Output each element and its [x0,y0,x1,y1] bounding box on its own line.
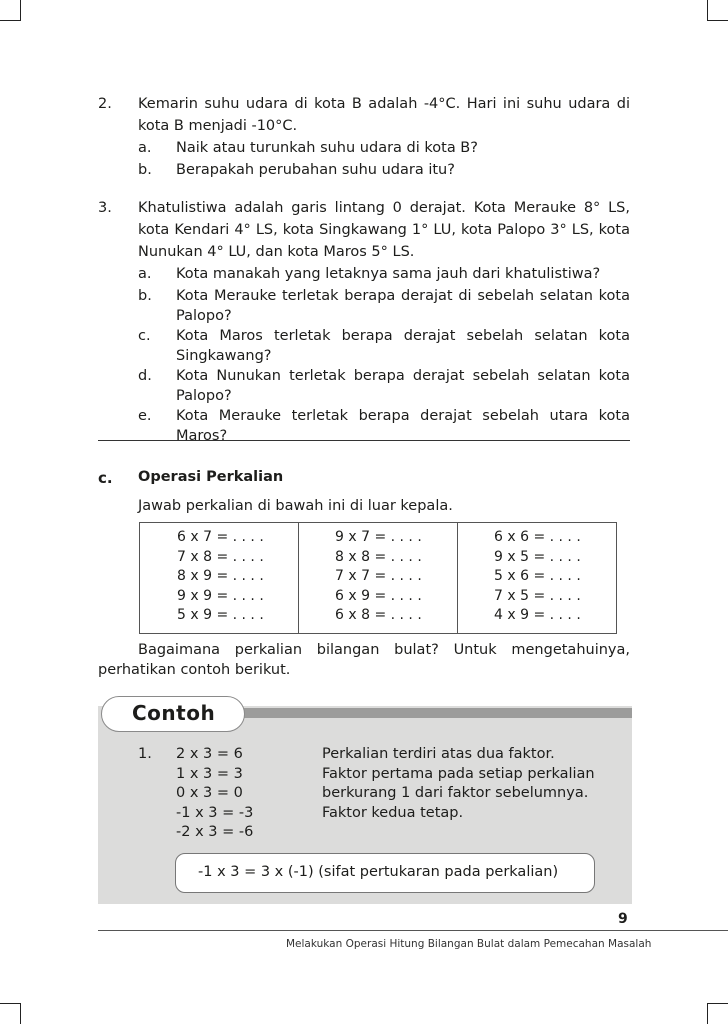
sub-question-letter: e. [138,408,152,424]
table-cell: 9 x 7 = . . . . [335,529,422,545]
sub-question-letter: b. [138,288,152,304]
section-paragraph-line: perhatikan contoh berikut. [98,662,291,678]
table-column [457,523,616,633]
sub-question-text: Kota Maros terletak berapa derajat sebelah selatan kota [176,328,630,344]
example-number: 1. [138,746,152,762]
crop-mark-top-left [0,0,21,21]
table-cell: 8 x 8 = . . . . [335,548,422,565]
crop-mark-bottom-left [0,1003,21,1024]
table-cell: 4 x 9 = . . . . [494,607,581,623]
table-cell: 8 x 9 = . . . . [177,568,264,584]
example-equation: -1 x 3 = -3 [176,804,254,821]
example-label: Contoh [132,701,216,725]
example-note: Faktor pertama pada setiap perkalian [322,765,595,782]
example-note: berkurang 1 dari faktor sebelumnya. [322,785,589,801]
section-paragraph-line: Bagaimana perkalian bilangan bulat? Untuk mengetahuinya, [138,642,630,658]
sub-question-text: Berapakah perubahan suhu udara itu? [176,162,455,178]
table-cell: 5 x 6 = . . . . [494,568,581,584]
table-column [140,523,298,633]
sub-question-text: Kota Merauke terletak berapa derajat sebelah utara kota [176,408,630,424]
table-cell: 5 x 9 = . . . . [177,607,264,623]
table-cell: 6 x 6 = . . . . [494,529,581,545]
table-cell: 6 x 8 = . . . . [335,607,422,623]
footer-divider [98,930,728,931]
table-column [298,523,457,633]
sub-question-text: Palopo? [176,388,232,404]
sub-question-letter: b. [138,162,152,178]
problem-text-line: Khatulistiwa adalah garis lintang 0 derajat. Kota Merauke 8° LS, [138,200,630,216]
example-equation: -2 x 3 = -6 [176,824,254,840]
footer-running-title: Melakukan Operasi Hitung Bilangan Bulat dalam Pemecahan Masalah [286,938,652,950]
example-equation: 0 x 3 = 0 [176,785,243,801]
sub-question-letter: a. [138,266,152,282]
table-cell: 6 x 7 = . . . . [177,529,264,545]
sub-question-text: Singkawang? [176,348,272,364]
section-divider [98,440,630,441]
crop-mark-bottom-right [707,1003,728,1024]
section-letter: c. [98,469,113,487]
problem-text-line: Nunukan 4° LU, dan kota Maros 5° LS. [138,244,415,260]
table-cell: 9 x 9 = . . . . [177,587,264,604]
example-boxed-note-text: -1 x 3 = 3 x (-1) (sifat pertukaran pada perkalian) [198,864,559,880]
page-number: 9 [618,911,628,927]
sub-question-text: Naik atau turunkah suhu udara di kota B? [176,140,478,156]
example-note: Faktor kedua tetap. [322,804,464,821]
problem-text-line: kota B menjadi -10°C. [138,118,298,134]
multiplication-table [139,522,617,634]
sub-question-text: Palopo? [176,308,232,324]
crop-mark-top-right [707,0,728,21]
example-equation: 2 x 3 = 6 [176,746,243,762]
sub-question-text: Kota manakah yang letaknya sama jauh dari khatulistiwa? [176,266,601,282]
problem-number: 3. [98,200,112,216]
sub-question-letter: d. [138,368,152,384]
problem-text-line: kota Kendari 4° LS, kota Singkawang 1° LU, kota Palopo 3° LS, kota [138,222,630,238]
sub-question-text: Kota Nunukan terletak berapa derajat sebelah selatan kota [176,368,630,384]
table-cell: 6 x 9 = . . . . [335,587,422,604]
sub-question-text: Kota Merauke terletak berapa derajat di sebelah selatan kota [176,288,630,304]
section-intro: Jawab perkalian di bawah ini di luar kepala. [138,498,453,514]
problem-text-line: Kemarin suhu udara di kota B adalah -4°C. Hari ini suhu udara di [138,96,630,112]
problem-number: 2. [98,96,112,112]
example-note: Perkalian terdiri atas dua faktor. [322,746,555,762]
table-cell: 9 x 5 = . . . . [494,548,581,565]
sub-question-letter: a. [138,140,152,156]
table-cell: 7 x 7 = . . . . [335,568,422,584]
example-header-bar [240,708,632,718]
table-cell: 7 x 8 = . . . . [177,548,264,565]
section-title: Operasi Perkalian [138,469,284,485]
sub-question-letter: c. [138,328,151,344]
sub-question-text: Maros? [176,428,228,444]
table-cell: 7 x 5 = . . . . [494,587,581,604]
example-equation: 1 x 3 = 3 [176,765,243,782]
